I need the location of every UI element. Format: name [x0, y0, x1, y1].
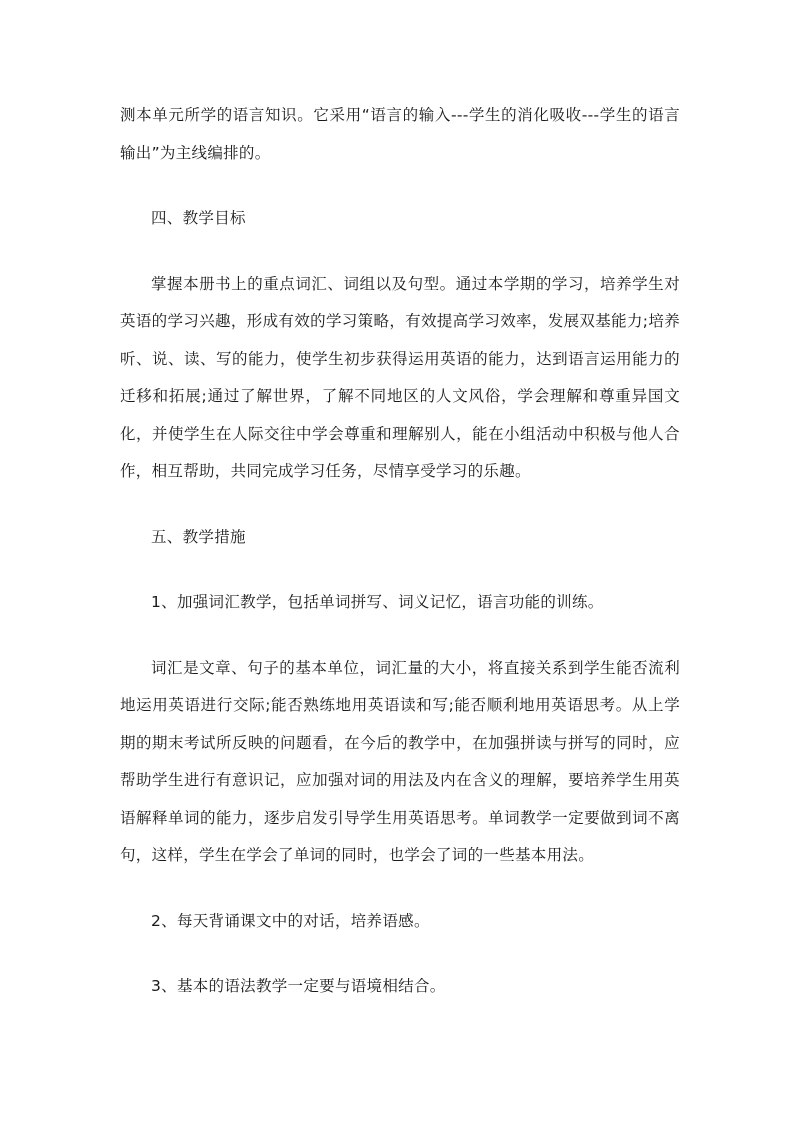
measure-1-title: 1、加强词汇教学，包括单词拼写、词义记忆，语言功能的训练。	[151, 593, 604, 611]
measure-2-title: 2、每天背诵课文中的对话，培养语感。	[151, 911, 430, 930]
measure-3-title: 3、基本的语法教学一定要与语境相结合。	[151, 977, 446, 995]
document-page	[120, 97, 680, 1006]
measure-1-paragraph: 词汇是文章、句子的基本单位，词汇量的大小，将直接关系到学生能否流利地运用英语进行交际;能否熟练地用英语读和写;能否顺利地用英语思考。从上学期的期末考试所反映的问题看，在今后的教学中，在加强拼读与拼写的同时，应帮助学生进行有意识记，应加强对词的用法及内在含义的理解，要培养学生用英语解释单词的能力，逐步启发引导学生用英语思考。单词教学一定要做到词不离句，这样，学生在学会了单词的同时，也学会了词的一些基本用法。	[120, 658, 680, 864]
teaching-goals-paragraph: 掌握本册书上的重点词汇、词组以及句型。通过本学期的学习，培养学生对英语的学习兴趣，形成有效的学习策略，有效提高学习效率，发展双基能力;培养听、说、读、写的能力，使学生初步获得运用英语的能力，达到语言运用能力的迁移和拓展;通过了解世界，了解不同地区的人文风俗，学会理解和尊重异国文化，并使学生在人际交往中学会尊重和理解别人，能在小组活动中积极与他人合作，相互帮助，共同完成学习任务，尽情享受学习的乐趣。	[120, 274, 680, 480]
section-heading-teaching-measures: 五、教学措施	[151, 527, 246, 546]
section-heading-teaching-goals: 四、教学目标	[151, 209, 246, 227]
continuation-paragraph: 测本单元所学的语言知识。它采用“语言的输入---学生的消化吸收---学生的语言输出”为主线编排的。	[120, 106, 680, 162]
